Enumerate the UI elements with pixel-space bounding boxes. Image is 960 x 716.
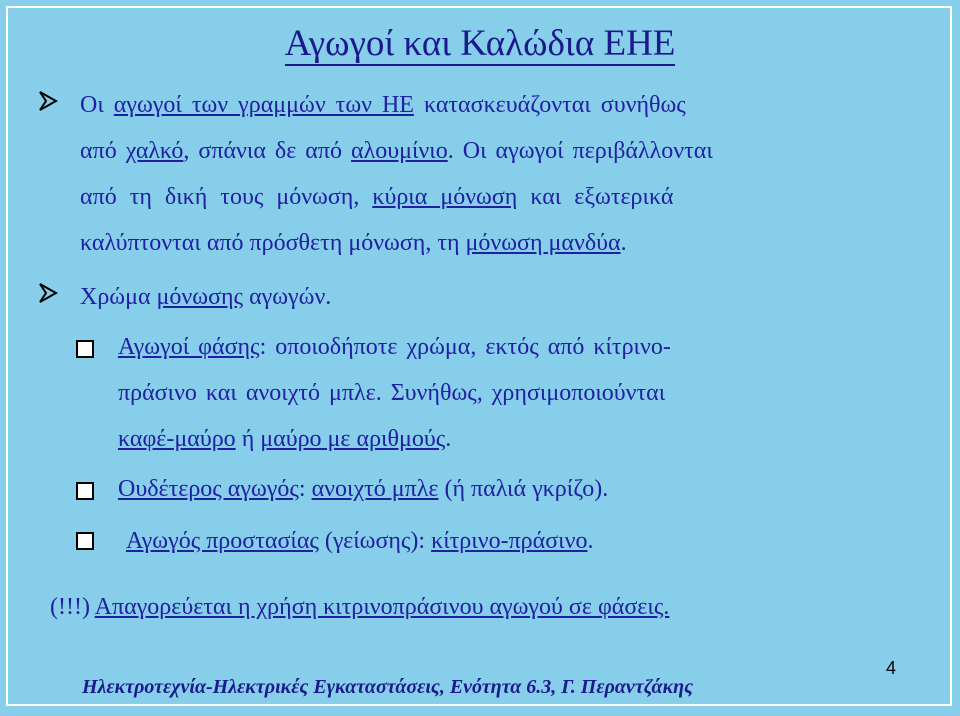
- bullet2-text: Χρώμα μόνωσης αγωγών.: [80, 284, 332, 310]
- sub2-text: Ουδέτερος αγωγός: ανοιχτό μπλε (ή παλιά γκρίζο).: [118, 476, 609, 502]
- arrowhead-bullet-icon: [38, 90, 58, 120]
- checkbox-bullet-icon: [76, 482, 94, 500]
- bullet1-line2: από χαλκό, σπάνια δε από αλουμίνιο. Οι αγωγοί περιβάλλονται: [80, 138, 713, 164]
- bullet1-line3: από τη δική τους μόνωση, κύρια μόνωση και εξωτερικά: [80, 184, 674, 210]
- sub1-line2: πράσινο και ανοιχτό μπλε. Συνήθως, χρησιμοποιούνται: [118, 380, 666, 406]
- arrowhead-bullet-icon: [38, 282, 58, 312]
- checkbox-bullet-icon: [76, 340, 94, 358]
- bullet1-line1: Οι αγωγοί των γραμμών των ΗΕ κατασκευάζονται συνήθως: [80, 92, 686, 118]
- checkbox-bullet-icon: [76, 532, 94, 550]
- bullet1-line4: καλύπτονται από πρόσθετη μόνωση, τη μόνωση μανδύα.: [80, 230, 627, 256]
- page-number: 4: [886, 658, 897, 678]
- sub3-text: Αγωγός προστασίας (γείωσης): κίτρινο-πράσινο.: [126, 528, 594, 554]
- footer-text: Ηλεκτροτεχνία-Ηλεκτρικές Εγκαταστάσεις, Ενότητα 6.3, Γ. Περαντζάκης: [82, 676, 694, 698]
- slide-title: Αγωγοί και Καλώδια ΕΗΕ: [284, 23, 676, 64]
- sub1-line3: καφέ-μαύρο ή μαύρο με αριθμούς.: [118, 426, 452, 452]
- warning-text: (!!!) Απαγορεύεται η χρήση κιτρινοπράσινου αγωγού σε φάσεις.: [50, 594, 670, 620]
- sub1-line1: Αγωγοί φάσης: οποιοδήποτε χρώμα, εκτός από κίτρινο-: [118, 334, 671, 360]
